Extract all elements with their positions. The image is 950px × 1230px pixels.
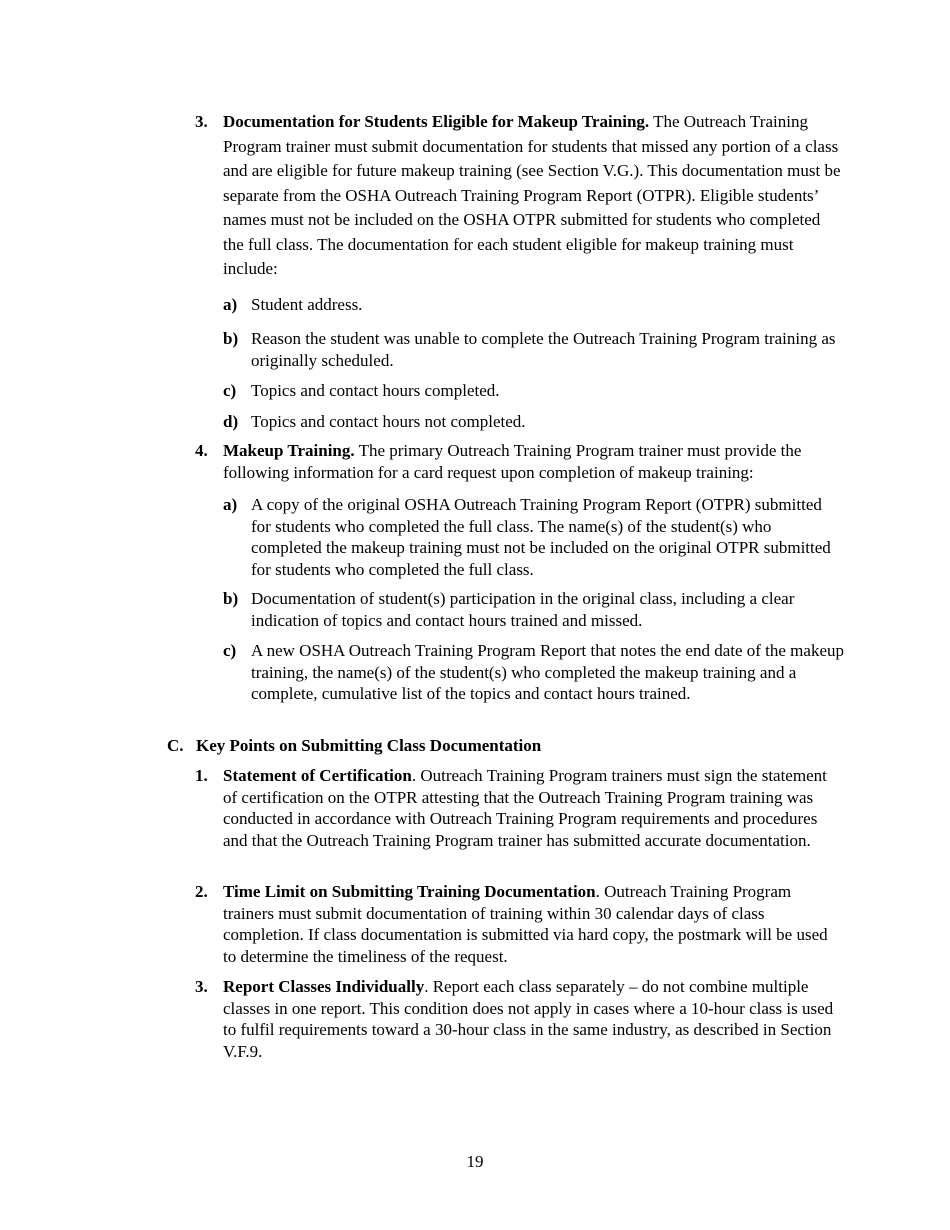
subitem-text: Reason the student was unable to complete the Outreach Training Program training as originally scheduled.	[251, 329, 836, 370]
section-heading	[167, 734, 541, 758]
item-c2	[195, 881, 845, 967]
item-number: 3.	[195, 977, 208, 996]
subitem-text: A new OSHA Outreach Training Program Report that notes the end date of the makeup training, the name(s) of the student(s) who completed the makeup training and a complete, cumulative list of the topics and contact hours trained.	[251, 641, 844, 703]
section-letter: C.	[167, 736, 184, 755]
item-text: The Outreach Training Program trainer must submit documentation for students that missed any portion of a class and are eligible for future makeup training (see Section V.G.). This documentation must be separate from the OSHA Outreach Training Program Report (OTPR). Eligible students’ names must not be included on the OSHA OTPR submitted for students who completed the full class. The documentation for each student eligible for makeup training must include:	[223, 112, 841, 278]
item-number: 4.	[195, 441, 208, 460]
subitem-text: Topics and contact hours not completed.	[251, 412, 526, 431]
item-c1	[195, 765, 845, 851]
subitem-number: b)	[223, 329, 239, 348]
subitem-b4-c	[223, 640, 845, 705]
subitem-number: a)	[223, 295, 238, 314]
subitem-b3-a	[223, 294, 845, 316]
subitem-text: Documentation of student(s) participation in the original class, including a clear indication of topics and contact hours trained and missed.	[251, 589, 795, 630]
item-b3	[195, 110, 845, 282]
item-title: Documentation for Students Eligible for Makeup Training.	[223, 112, 650, 131]
subitem-number: c)	[223, 641, 237, 660]
item-text: . Report each class separately – do not combine multiple classes in one report. This condition does not apply in cases where a 10-hour class is used to fulfil requirements toward a 30-hour class in the same industry, as described in Section V.F.9.	[223, 977, 834, 1061]
subitem-b4-a	[223, 494, 845, 580]
subitem-b3-d	[223, 411, 845, 433]
item-title: Statement of Certification	[223, 766, 412, 785]
subitem-number: c)	[223, 381, 237, 400]
item-title: Makeup Training.	[223, 441, 355, 460]
subitem-text: Topics and contact hours completed.	[251, 381, 500, 400]
item-body	[223, 881, 845, 967]
item-number: 2.	[195, 882, 208, 901]
item-title: Report Classes Individually	[223, 977, 425, 996]
item-body	[223, 976, 845, 1062]
subitem-b4-b	[223, 588, 845, 631]
item-number: 1.	[195, 766, 208, 785]
item-text: The primary Outreach Training Program trainer must provide the following information for a card request upon completion of makeup training:	[223, 441, 802, 482]
subitem-text: A copy of the original OSHA Outreach Training Program Report (OTPR) submitted for students who completed the full class. The name(s) of the student(s) who completed the makeup training must not be included on the original OTPR submitted for students who completed the full class.	[251, 495, 831, 579]
subitem-text: Student address.	[251, 295, 363, 314]
subitem-number: b)	[223, 589, 239, 608]
subitem-b3-b	[223, 328, 845, 371]
item-body	[223, 440, 845, 484]
item-text: . Outreach Training Program trainers must sign the statement of certification on the OTPR attesting that the Outreach Training Program training was conducted in accordance with Outreach Training Program requirements and procedures and that the Outreach Training Program trainer has submitted accurate documentation.	[223, 766, 827, 850]
subitem-b3-c	[223, 380, 845, 402]
section-title: Key Points on Submitting Class Documentation	[196, 736, 542, 755]
item-title: Time Limit on Submitting Training Documentation	[223, 882, 596, 901]
item-body	[223, 110, 845, 282]
item-number: 3.	[195, 112, 208, 131]
item-c3	[195, 976, 845, 1062]
item-text: . Outreach Training Program trainers must submit documentation of training within 30 calendar days of class completion. If class documentation is submitted via hard copy, the postmark will be used to determine the timeliness of the request.	[223, 882, 828, 966]
subitem-number: d)	[223, 412, 239, 431]
page-number: 19	[466, 1152, 484, 1171]
subitem-number: a)	[223, 495, 238, 514]
item-b4	[195, 440, 845, 484]
item-body	[223, 765, 845, 851]
